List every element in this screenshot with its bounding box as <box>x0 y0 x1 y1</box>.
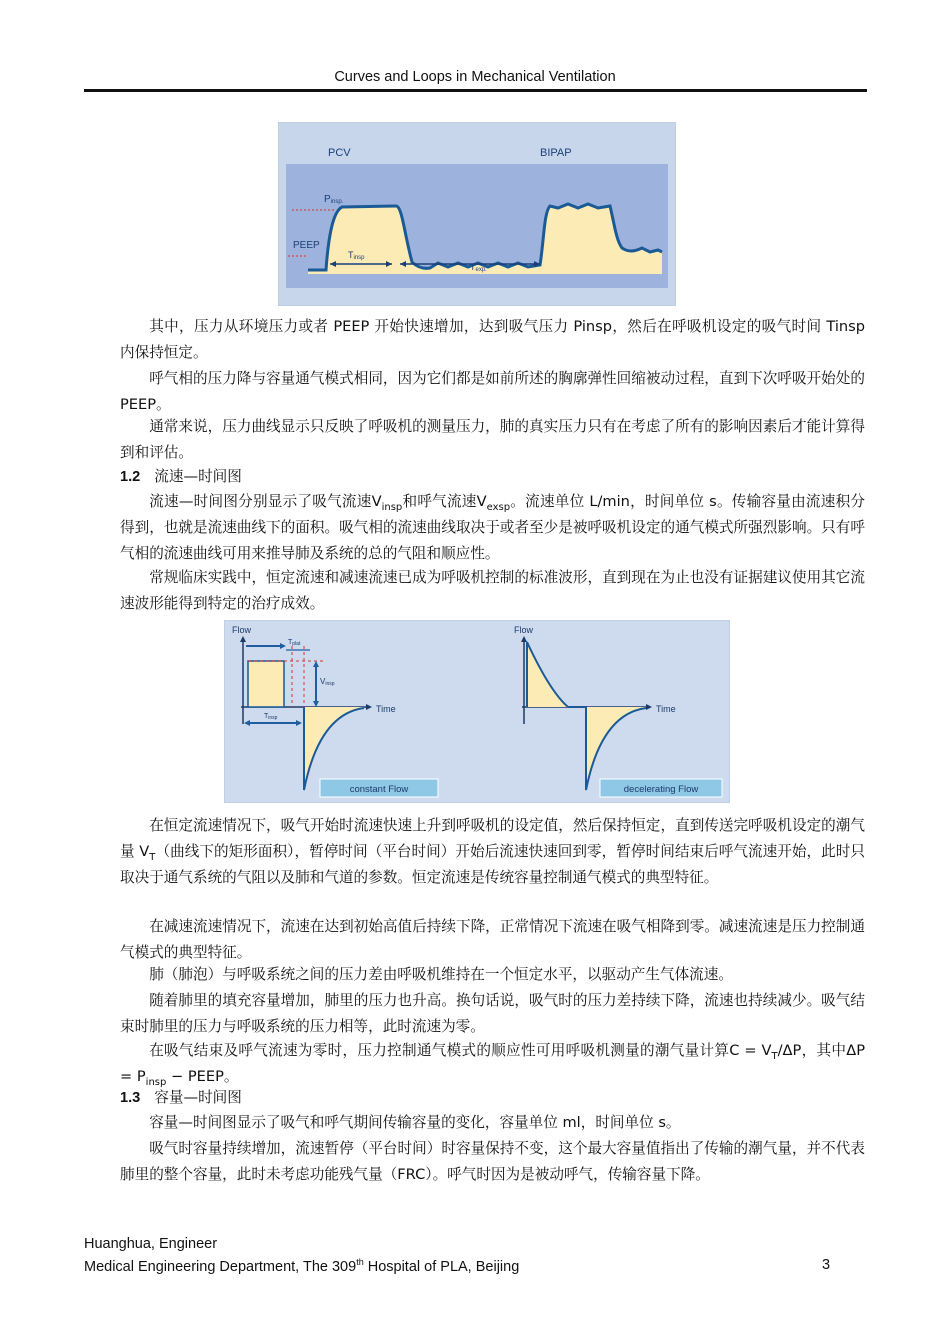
footer-author: Huanghua, Engineer <box>84 1236 218 1252</box>
section-heading-1-2: 1.2 流速—时间图 <box>120 468 242 485</box>
inspiratory-flow-area <box>248 661 284 707</box>
label-pcv: PCV <box>328 147 351 159</box>
paragraph-5: 常规临床实践中，恒定流速和减速流速已成为呼吸机控制的标准波形，直到现在为止也没有证据建议使用其它流速波形能得到特定的治疗成效。 <box>120 569 865 612</box>
paragraph-7: 在减速流速情况下，流速在达到初始高值后持续下降，正常情况下流速在吸气相降到零。减速流速是压力控制通气模式的典型特征。 <box>120 918 865 961</box>
time-axis-label-left: Time <box>376 704 396 714</box>
figure-background <box>224 620 730 803</box>
paragraph-11: 容量—时间图显示了吸气和呼气期间传输容量的变化，容量单位 ml，时间单位 s。 <box>149 1114 681 1131</box>
paragraph-9: 随着肺里的填充容量增加，肺里的压力也升高。换句话说，吸气时的压力差持续下降，流速也持续减少。吸气结束时肺里的压力与呼吸系统的压力相等，此时流速为零。 <box>120 992 865 1035</box>
tinsp-label-lower: Tinsp <box>264 713 278 721</box>
tpause-label: Tplat <box>288 639 301 647</box>
flow-axis-label-left: Flow <box>232 625 252 635</box>
paragraph-6: 在恒定流速情况下，吸气开始时流速快速上升到呼吸机的设定值，然后保持恒定，直到传送完呼吸机设定的潮气量 $V_T$（曲线下的矩形面积），暂停时间（平台时间）开始后流速快速回到零，暂停时间结束后呼气流速开始，此时只取决于通气系统的气阻以及肺和气道的参数。恒定流速是传统容量控制通气模式的典型特征。 <box>120 817 865 886</box>
running-header: Curves and Loops in Mechanical Ventilation <box>334 69 616 85</box>
time-axis-label-right: Time <box>656 704 676 714</box>
header-rule <box>84 89 867 92</box>
constant-flow-label: constant Flow <box>349 784 409 795</box>
pressure-time-figure <box>278 122 676 306</box>
label-tinsp: Tinsp <box>348 250 365 261</box>
page-number: 3 <box>822 1257 831 1273</box>
decelerating-flow-label: decelerating Flow <box>623 784 699 795</box>
flow-axis-label-right: Flow <box>514 625 534 635</box>
paragraph-4: 流速—时间图分别显示了吸气流速$V_{insp}$和呼气流速$V_{exsp}$。流速单位 L/min，时间单位 s。传输容量由流速积分得到，也就是流速曲线下的面积。吸气相的流速曲线取决于或者至少是被呼吸机设定的通气模式所强烈影响。只有呼气相的流速曲线可用来推导肺及系统的总的气阻和顺应性。 <box>120 493 865 562</box>
label-texp: Texp. <box>470 262 487 273</box>
vinsp-label: Vinsp <box>320 677 335 687</box>
paragraph-3: 通常来说，压力曲线显示只反映了呼吸机的测量压力，肺的真实压力只有在考虑了所有的影响因素后才能计算得到和评估。 <box>120 418 865 461</box>
label-bipap: BIPAP <box>540 147 572 159</box>
section-heading-1-3: 1.3 容量—时间图 <box>120 1089 242 1106</box>
label-pinsp: Pinsp. <box>324 194 344 205</box>
paragraph-12: 吸气时容量持续增加，流速暂停（平台时间）时容量保持不变，这个最大容量值指出了传输的潮气量，并不代表肺里的整个容量，此时未考虑功能残气量（FRC）。呼气时因为是被动呼气，传输容量下降。 <box>120 1140 865 1183</box>
paragraph-2: 呼气相的压力降与容量通气模式相同，因为它们都是如前所述的胸廓弹性回缩被动过程，直到下次呼吸开始处的 PEEP。 <box>120 370 865 413</box>
label-peep: PEEP <box>293 240 320 251</box>
footer-affiliation: Medical Engineering Department, The 309th Hospital of PLA, Beijing <box>84 1257 520 1275</box>
paragraph-8: 肺（肺泡）与呼吸系统之间的压力差由呼吸机维持在一个恒定水平，以驱动产生气体流速。 <box>149 966 733 983</box>
paragraph-10: 在吸气结束及呼气流速为零时，压力控制通气模式的顺应性可用呼吸机测量的潮气量计算$C = V_T/\Delta P$，其中$\Delta P = P_{insp}$ − PEEP。 <box>120 1042 865 1088</box>
paragraph-1: 其中，压力从环境压力或者 PEEP 开始快速增加，达到吸气压力 Pinsp，然后在呼吸机设定的吸气时间 Tinsp 内保持恒定。 <box>120 318 865 361</box>
flow-time-figure <box>224 620 730 803</box>
